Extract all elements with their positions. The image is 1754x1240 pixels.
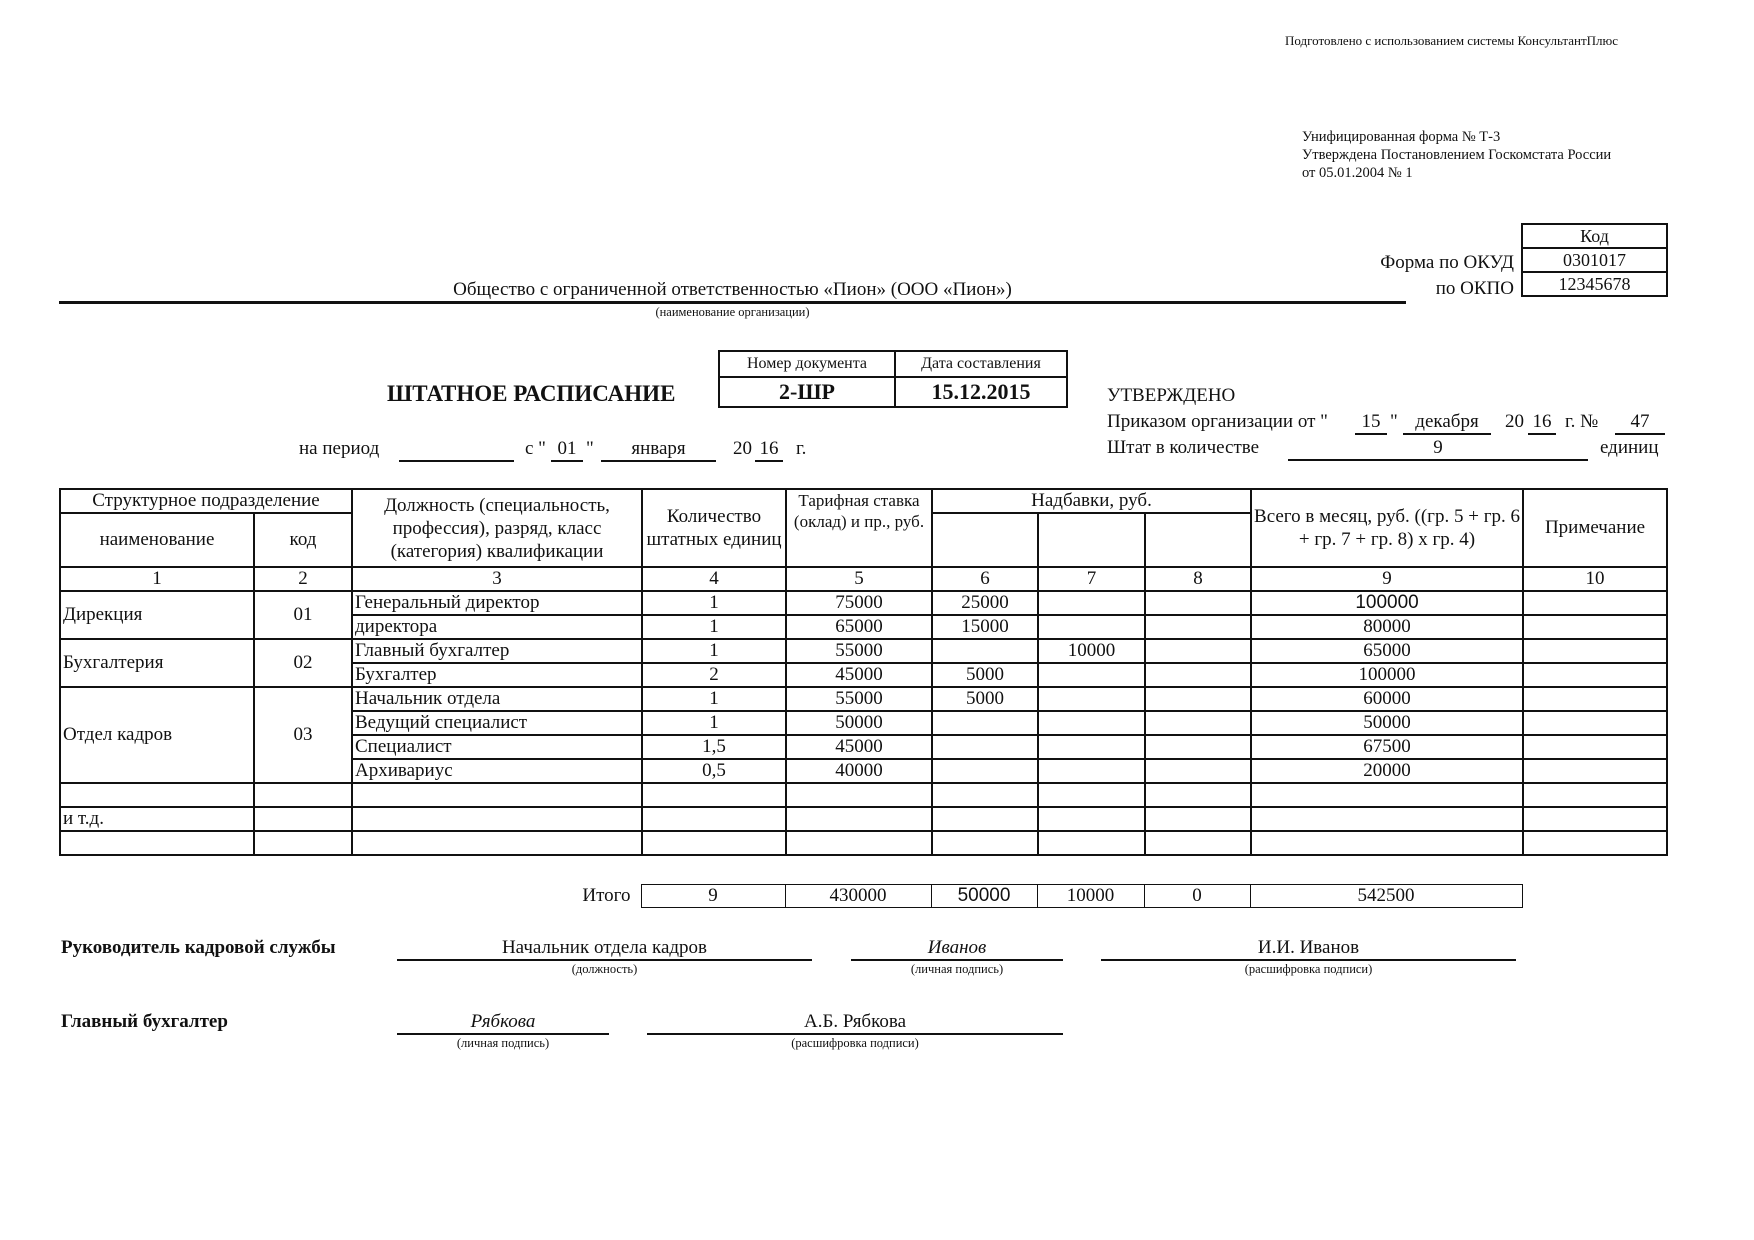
note-cell xyxy=(1523,663,1667,687)
col-number: 9 xyxy=(1251,567,1523,591)
position-cell: Начальник отдела xyxy=(352,687,642,711)
total-cell: 60000 xyxy=(1251,687,1523,711)
period-from-label: с " xyxy=(525,438,546,459)
total-cell: 20000 xyxy=(1251,759,1523,783)
count-cell: 0,5 xyxy=(642,759,786,783)
okpo-value: 12345678 xyxy=(1522,272,1667,296)
period-label: на период xyxy=(299,438,380,459)
form-info-line3: от 05.01.2004 № 1 xyxy=(1302,165,1413,181)
bonus-7-cell xyxy=(1038,735,1145,759)
hdr-rate: Тарифная ставка (оклад) и пр., руб. xyxy=(786,489,932,567)
col-number-row xyxy=(60,567,1667,591)
col-number: 4 xyxy=(642,567,786,591)
col-number: 2 xyxy=(254,567,352,591)
col-number: 8 xyxy=(1145,567,1251,591)
approved-day: 15 xyxy=(1355,411,1387,435)
hdr-count: Количество штатных единиц xyxy=(642,489,786,567)
approved-title: УТВЕРЖДЕНО xyxy=(1107,385,1236,406)
note-cell xyxy=(1523,591,1667,615)
accountant-label: Главный бухгалтер xyxy=(61,1011,228,1032)
doc-number-label: Номер документа xyxy=(719,351,895,377)
staff-units: единиц xyxy=(1600,437,1659,458)
count-cell: 1 xyxy=(642,687,786,711)
period-month: января xyxy=(601,438,716,462)
accountant-name-caption: (расшифровка подписи) xyxy=(791,1036,919,1050)
bonus-6-cell: 15000 xyxy=(932,615,1038,639)
table-row xyxy=(60,591,1667,615)
note-cell xyxy=(1523,639,1667,663)
hr-name: И.И. Иванов xyxy=(1101,937,1516,961)
doc-date: 15.12.2015 xyxy=(895,377,1067,407)
bonus-6-cell: 5000 xyxy=(932,663,1038,687)
accountant-signature-caption: (личная подпись) xyxy=(456,1036,550,1050)
hr-position: Начальник отдела кадров xyxy=(397,937,812,961)
form-info-line1: Унифицированная форма № Т-3 xyxy=(1302,129,1501,145)
table-row xyxy=(60,687,1667,711)
hr-signature-caption: (личная подпись) xyxy=(910,962,1004,976)
doc-date-label: Дата составления xyxy=(895,351,1067,377)
totals-count: 9 xyxy=(641,885,785,908)
period-year-suffix: г. xyxy=(796,438,807,459)
rate-cell: 45000 xyxy=(786,735,932,759)
staff-label: Штат в количестве xyxy=(1107,437,1260,458)
totals-total: 542500 xyxy=(1250,885,1522,908)
period-quote: " xyxy=(586,438,594,459)
hdr-bonuses: Надбавки, руб. xyxy=(932,489,1251,513)
bonus-7-cell xyxy=(1038,591,1145,615)
note-cell xyxy=(1523,687,1667,711)
organization-caption: (наименование организации) xyxy=(655,305,810,319)
total-cell: 65000 xyxy=(1251,639,1523,663)
document-title: ШТАТНОЕ РАСПИСАНИЕ xyxy=(387,381,676,406)
table-row-empty xyxy=(60,831,1667,855)
bonus-6-cell: 5000 xyxy=(932,687,1038,711)
hdr-position: Должность (специальность, профессия), разряд, класс (категория) квалификации xyxy=(352,489,642,567)
document-box xyxy=(718,350,1068,408)
bonus-7-cell: 10000 xyxy=(1038,639,1145,663)
table-row-empty xyxy=(60,783,1667,807)
organization-name: Общество с ограниченной ответственностью «Пион» (ООО «Пион») xyxy=(59,279,1406,304)
hdr-code: код xyxy=(254,513,352,567)
hdr-bonus-6 xyxy=(932,513,1038,567)
period-year: 16 xyxy=(755,438,783,462)
totals-bonus-6: 50000 xyxy=(931,885,1037,908)
bonus-8-cell xyxy=(1145,759,1251,783)
rate-cell: 45000 xyxy=(786,663,932,687)
approved-year-prefix: 20 xyxy=(1505,411,1524,432)
bonus-7-cell xyxy=(1038,759,1145,783)
department-code: 03 xyxy=(254,687,352,783)
hdr-total: Всего в месяц, руб. ((гр. 5 + гр. 6 + гр. 7 + гр. 8) х гр. 4) xyxy=(1251,489,1523,567)
count-cell: 1 xyxy=(642,711,786,735)
bonus-6-cell: 25000 xyxy=(932,591,1038,615)
consultant-note: Подготовлено с использованием системы КонсультантПлюс xyxy=(1285,33,1619,48)
department-code: 02 xyxy=(254,639,352,687)
col-number: 1 xyxy=(60,567,254,591)
form-info xyxy=(1302,128,1611,182)
hr-signature: Иванов xyxy=(851,937,1063,961)
bonus-6-cell xyxy=(932,759,1038,783)
rate-cell: 40000 xyxy=(786,759,932,783)
bonus-8-cell xyxy=(1145,687,1251,711)
total-cell: 80000 xyxy=(1251,615,1523,639)
bonus-8-cell xyxy=(1145,711,1251,735)
hdr-note: Примечание xyxy=(1523,489,1667,567)
position-cell: Бухгалтер xyxy=(352,663,642,687)
note-cell xyxy=(1523,759,1667,783)
col-number: 3 xyxy=(352,567,642,591)
approved-quote: " xyxy=(1390,411,1398,432)
bonus-6-cell xyxy=(932,711,1038,735)
approved-order-label: Приказом организации от " xyxy=(1107,411,1328,432)
bonus-8-cell xyxy=(1145,735,1251,759)
department-name: Бухгалтерия xyxy=(60,639,254,687)
position-cell: Специалист xyxy=(352,735,642,759)
note-cell xyxy=(1523,615,1667,639)
form-info-line2: Утверждена Постановлением Госкомстата России xyxy=(1302,147,1612,163)
total-cell: 50000 xyxy=(1251,711,1523,735)
okud-label: Форма по ОКУД xyxy=(1380,252,1514,273)
approved-no-label: г. № xyxy=(1565,411,1599,432)
accountant-signature: Рябкова xyxy=(397,1011,609,1035)
bonus-7-cell xyxy=(1038,711,1145,735)
hdr-bonus-7 xyxy=(1038,513,1145,567)
hr-position-caption: (должность) xyxy=(571,962,638,976)
totals-rate: 430000 xyxy=(785,885,931,908)
totals-row xyxy=(59,884,1523,908)
hr-name-caption: (расшифровка подписи) xyxy=(1244,962,1373,976)
totals-bonus-7: 10000 xyxy=(1037,885,1144,908)
staff-count: 9 xyxy=(1288,437,1588,461)
rate-cell: 75000 xyxy=(786,591,932,615)
approved-year: 16 xyxy=(1528,411,1556,435)
hdr-struct: Структурное подразделение xyxy=(60,489,352,513)
hdr-name: наименование xyxy=(60,513,254,567)
total-cell: 67500 xyxy=(1251,735,1523,759)
hdr-bonus-8 xyxy=(1145,513,1251,567)
period-day: 01 xyxy=(551,438,583,462)
position-cell: Главный бухгалтер xyxy=(352,639,642,663)
bonus-8-cell xyxy=(1145,663,1251,687)
count-cell: 1 xyxy=(642,615,786,639)
position-cell: Ведущий специалист xyxy=(352,711,642,735)
count-cell: 1 xyxy=(642,591,786,615)
totals-label: Итого xyxy=(582,885,631,906)
approved-number: 47 xyxy=(1615,411,1665,435)
department-code: 01 xyxy=(254,591,352,639)
rate-cell: 50000 xyxy=(786,711,932,735)
position-cell: директора xyxy=(352,615,642,639)
etc-label: и т.д. xyxy=(60,807,254,831)
rate-cell: 55000 xyxy=(786,687,932,711)
bonus-8-cell xyxy=(1145,591,1251,615)
codes-box xyxy=(1521,223,1668,297)
totals-bonus-8: 0 xyxy=(1144,885,1250,908)
okud-value: 0301017 xyxy=(1522,248,1667,272)
count-cell: 2 xyxy=(642,663,786,687)
bonus-7-cell xyxy=(1038,687,1145,711)
bonus-7-cell xyxy=(1038,663,1145,687)
period-blank xyxy=(399,438,514,462)
bonus-6-cell xyxy=(932,735,1038,759)
count-cell: 1,5 xyxy=(642,735,786,759)
note-cell xyxy=(1523,711,1667,735)
okpo-label: по ОКПО xyxy=(1435,278,1514,299)
col-number: 5 xyxy=(786,567,932,591)
bonus-8-cell xyxy=(1145,639,1251,663)
staff-table xyxy=(59,488,1668,856)
hr-head-label: Руководитель кадровой службы xyxy=(61,937,336,958)
col-number: 6 xyxy=(932,567,1038,591)
period-year-prefix: 20 xyxy=(733,438,752,459)
position-cell: Генеральный директор xyxy=(352,591,642,615)
doc-number: 2-ШР xyxy=(719,377,895,407)
count-cell: 1 xyxy=(642,639,786,663)
col-number: 10 xyxy=(1523,567,1667,591)
accountant-name: А.Б. Рябкова xyxy=(647,1011,1063,1035)
total-cell: 100000 xyxy=(1251,663,1523,687)
rate-cell: 55000 xyxy=(786,639,932,663)
bonus-7-cell xyxy=(1038,615,1145,639)
department-name: Отдел кадров xyxy=(60,687,254,783)
note-cell xyxy=(1523,735,1667,759)
bonus-6-cell xyxy=(932,639,1038,663)
approved-month: декабря xyxy=(1403,411,1491,435)
bonus-8-cell xyxy=(1145,615,1251,639)
table-row-etc xyxy=(60,807,1667,831)
col-number: 7 xyxy=(1038,567,1145,591)
rate-cell: 65000 xyxy=(786,615,932,639)
total-cell: 100000 xyxy=(1251,591,1523,615)
position-cell: Архивариус xyxy=(352,759,642,783)
department-name: Дирекция xyxy=(60,591,254,639)
codes-header: Код xyxy=(1522,224,1667,248)
table-row xyxy=(60,639,1667,663)
